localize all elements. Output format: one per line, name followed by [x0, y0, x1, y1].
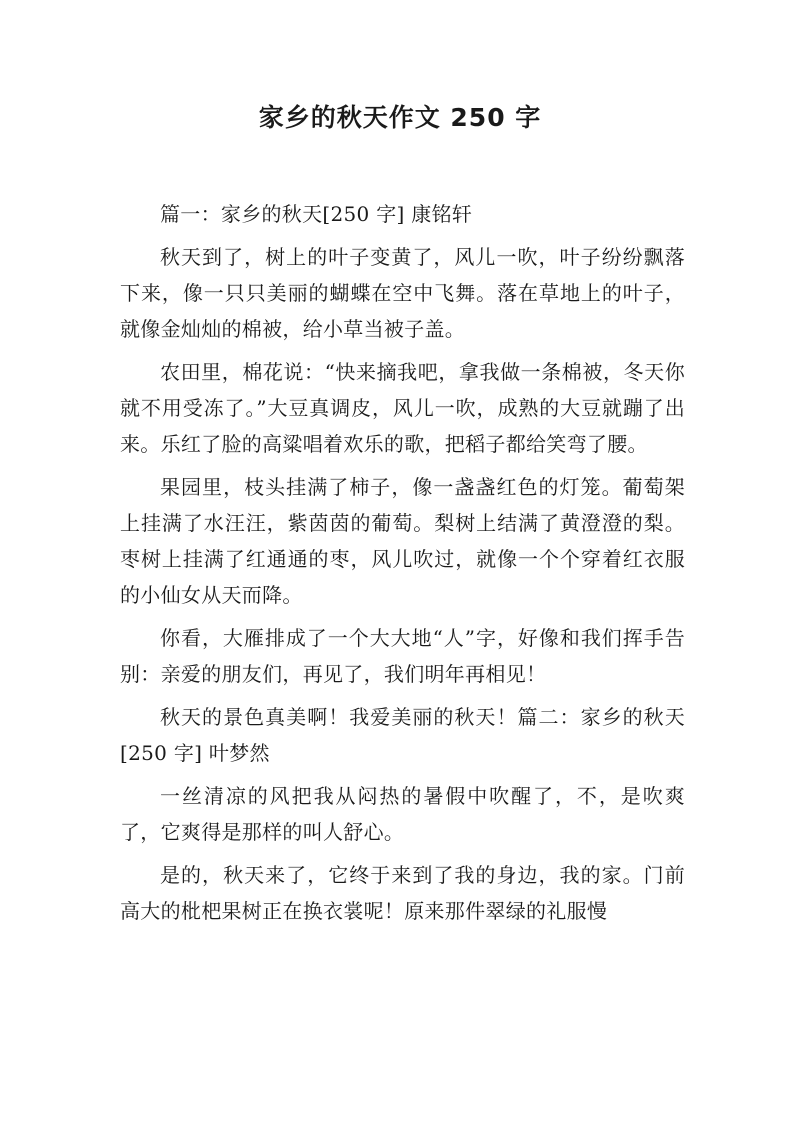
paragraph: 一丝清凉的风把我从闷热的暑假中吹醒了，不，是吹爽了，它爽得是那样的叫人舒心。: [120, 784, 685, 844]
paragraph: 你看，大雁排成了一个大大地“人”字，好像和我们挥手告别：亲爱的朋友们，再见了，我们明年再相见！: [120, 626, 685, 686]
paragraph: 是的，秋天来了，它终于来到了我的身边，我的家。门前高大的枇杷果树正在换衣裳呢！原来那件翠绿的礼服慢: [120, 863, 685, 923]
paragraph: 秋天到了，树上的叶子变黄了，风儿一吹，叶子纷纷飘落下来，像一只只美丽的蝴蝶在空中飞舞。落在草地上的叶子，就像金灿灿的棉被，给小草当被子盖。: [120, 245, 685, 341]
paragraph: 农田里，棉花说：“快来摘我吧，拿我做一条棉被，冬天你就不用受冻了。”大豆真调皮，风儿一吹，成熟的大豆就蹦了出来。乐红了脸的高粱唱着欢乐的歌，把稻子都给笑弯了腰。: [120, 360, 685, 456]
section-heading: 篇一：家乡的秋天[250 字] 康铭轩: [160, 202, 473, 226]
document-body: [120, 196, 685, 936]
document-title: 家乡的秋天作文 250 字: [258, 103, 542, 132]
paragraph: 秋天的景色真美啊！我爱美丽的秋天！篇二：家乡的秋天[250 字] 叶梦然: [120, 705, 685, 765]
paragraph: 果园里，枝头挂满了柿子，像一盏盏红色的灯笼。葡萄架上挂满了水汪汪，紫茵茵的葡萄。梨树上结满了黄澄澄的梨。枣树上挂满了红通通的枣，风儿吹过，就像一个个穿着红衣服的小仙女从天而降。: [120, 475, 685, 607]
